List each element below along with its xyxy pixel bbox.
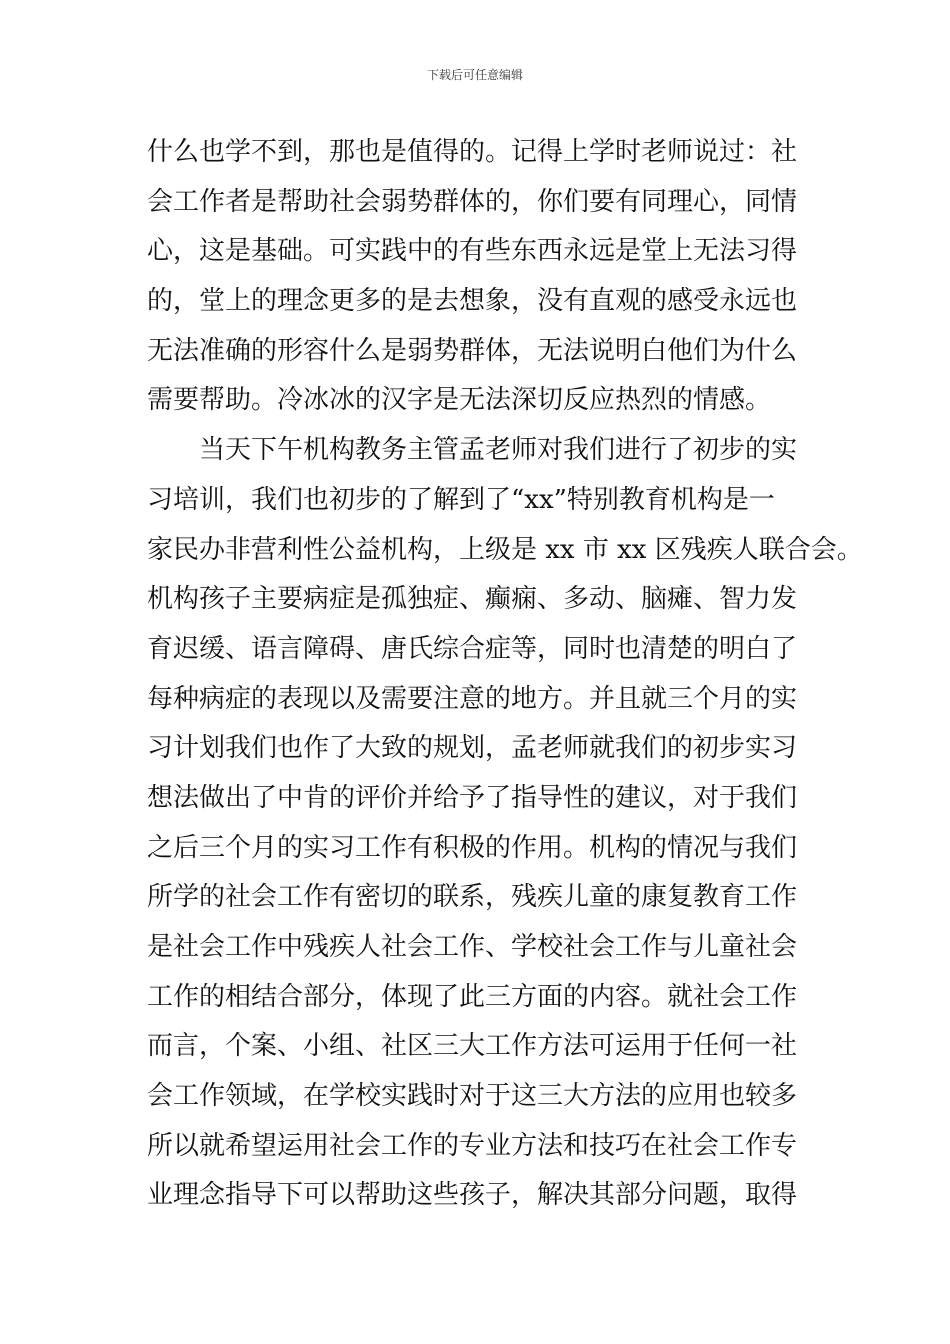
- text-line: 之后三个月的实习工作有积极的作用。机构的情况与我们: [147, 832, 798, 863]
- text-line: 习培训，我们也初步的了解到了“xx”特别教育机构是一: [147, 484, 775, 515]
- text-line: 业理念指导下可以帮助这些孩子，解决其部分问题，取得: [147, 1180, 798, 1211]
- text-line: 而言，个案、小组、社区三大工作方法可运用于任何一社: [147, 1031, 798, 1062]
- text-line: 想法做出了中肯的评价并给予了指导性的建议，对于我们: [147, 782, 798, 813]
- text-line: 无法准确的形容什么是弱势群体，无法说明白他们为什么: [147, 335, 798, 366]
- text-line: 育迟缓、语言障碍、唐氏综合症等，同时也清楚的明白了: [147, 633, 798, 664]
- text-line: 家民办非营利性公益机构，上级是 xx 市 xx 区残疾人联合会。: [147, 534, 863, 565]
- text-line: 所以就希望运用社会工作的专业方法和技巧在社会工作专: [147, 1130, 798, 1161]
- page-header: 下载后可任意编辑: [426, 68, 523, 82]
- text-line: 什么也学不到，那也是值得的。记得上学时老师说过：社: [147, 137, 798, 167]
- text-line: 的，堂上的理念更多的是去想象，没有直观的感受永远也: [147, 286, 798, 317]
- text-line: 工作的相结合部分，体现了此三方面的内容。就社会工作: [147, 981, 798, 1012]
- text-line: 每种病症的表现以及需要注意的地方。并且就三个月的实: [147, 683, 798, 714]
- text-line: 会工作领域，在学校实践时对于这三大方法的应用也较多: [147, 1081, 798, 1112]
- text-line: 当天下午机构教务主管孟老师对我们进行了初步的实: [147, 435, 798, 466]
- text-line: 机构孩子主要病症是孤独症、癫痫、多动、脑瘫、智力发: [147, 584, 798, 615]
- text-line: 需要帮助。冷冰冰的汉字是无法深切反应热烈的情感。: [147, 385, 772, 416]
- text-line: 会工作者是帮助社会弱势群体的，你们要有同理心，同情: [147, 186, 798, 217]
- body-text: [147, 128, 863, 1221]
- text-line: 是社会工作中残疾人社会工作、学校社会工作与儿童社会: [147, 932, 798, 962]
- text-line: 所学的社会工作有密切的联系，残疾儿童的康复教育工作: [147, 882, 798, 913]
- text-line: 心，这是基础。可实践中的有些东西永远是堂上无法习得: [147, 236, 798, 267]
- text-line: 习计划我们也作了大致的规划，孟老师就我们的初步实习: [147, 733, 798, 764]
